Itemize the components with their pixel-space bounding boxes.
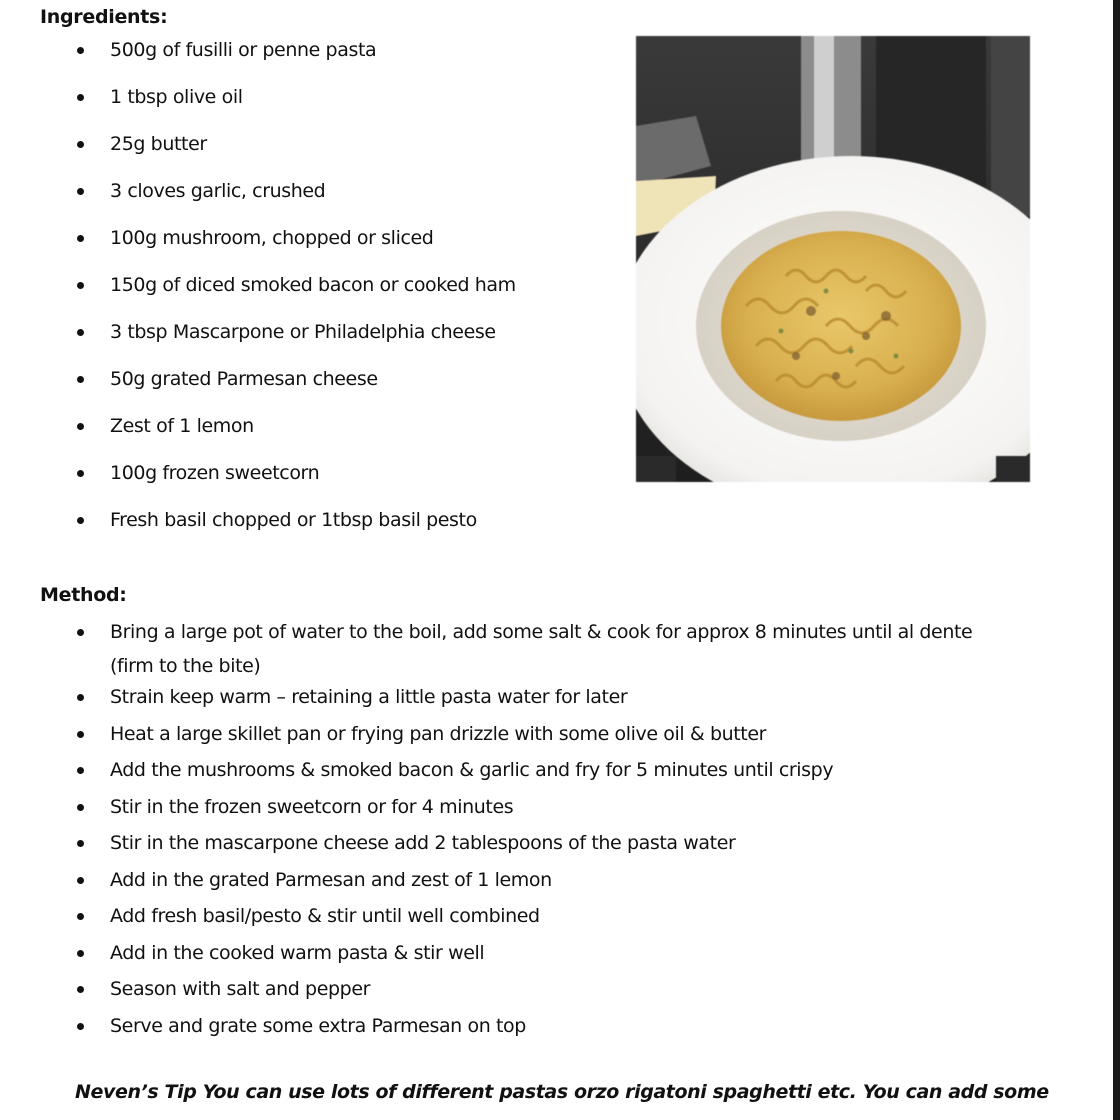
method-step-text: Serve and grate some extra Parmesan on top (110, 1014, 526, 1037)
bullet-icon (77, 517, 84, 524)
ingredient-item (0, 367, 620, 414)
ingredient-text: Zest of 1 lemon (110, 415, 254, 437)
ingredient-item (0, 508, 620, 555)
method-step (0, 977, 1040, 1001)
method-step (0, 904, 1040, 928)
ingredient-text: 3 cloves garlic, crushed (110, 180, 326, 202)
ingredient-item (0, 273, 620, 320)
method-step (0, 758, 1040, 782)
ingredient-item (0, 320, 620, 367)
bullet-icon (77, 840, 84, 847)
method-heading: Method: (40, 584, 127, 606)
bullet-icon (77, 731, 84, 738)
ingredients-list (0, 38, 620, 555)
ingredient-item (0, 38, 620, 85)
method-step-text: Stir in the mascarpone cheese add 2 tablespoons of the pasta water (110, 832, 736, 854)
page-edge-divider (1113, 0, 1120, 1120)
ingredient-item (0, 179, 620, 226)
bullet-icon (77, 94, 84, 101)
method-step-text: Add fresh basil/pesto & stir until well combined (110, 905, 540, 927)
method-step (0, 831, 1040, 855)
method-step-text: Heat a large skillet pan or frying pan drizzle with some olive oil & butter (110, 722, 767, 745)
chef-tip: Neven’s Tip You can use lots of different pastas orzo rigatoni spaghetti etc. You can add some (75, 1081, 1049, 1103)
bullet-icon (77, 470, 84, 477)
ingredient-item (0, 226, 620, 273)
method-step (0, 1014, 1040, 1038)
method-step (0, 941, 1040, 965)
pasta-photo (636, 36, 1030, 482)
bullet-icon (77, 1023, 84, 1030)
ingredient-text: 50g grated Parmesan cheese (110, 368, 378, 390)
ingredient-text: 150g of diced smoked bacon or cooked ham (110, 274, 516, 296)
method-step-text: Season with salt and pepper (110, 978, 371, 1000)
ingredient-text: 3 tbsp Mascarpone or Philadelphia cheese (110, 321, 496, 343)
bullet-icon (77, 877, 84, 884)
method-step-text: Bring a large pot of water to the boil, add some salt & cook for approx 8 minutes until al dente (firm to the bite) (110, 621, 973, 677)
method-step-text: Strain keep warm – retaining a little pasta water for later (110, 686, 628, 708)
ingredient-text: 100g frozen sweetcorn (110, 462, 320, 484)
bullet-icon (77, 986, 84, 993)
bullet-icon (77, 950, 84, 957)
method-step (0, 615, 1000, 683)
method-step-text: Add in the cooked warm pasta & stir well (110, 941, 485, 964)
ingredient-item (0, 461, 620, 508)
ingredient-item (0, 132, 620, 179)
ingredient-item (0, 414, 620, 461)
pasta-bowl-image (636, 36, 1030, 482)
ingredient-text: 100g mushroom, chopped or sliced (110, 227, 434, 249)
bullet-icon (77, 423, 84, 430)
bullet-icon (77, 329, 84, 336)
method-step-text: Stir in the frozen sweetcorn or for 4 minutes (110, 795, 514, 818)
ingredient-text: Fresh basil chopped or 1tbsp basil pesto (110, 509, 477, 531)
ingredient-text: 25g butter (110, 133, 207, 155)
bullet-icon (77, 235, 84, 242)
method-step-text: Add in the grated Parmesan and zest of 1 lemon (110, 868, 552, 891)
bullet-icon (77, 47, 84, 54)
method-step (0, 685, 1040, 709)
ingredients-heading: Ingredients: (40, 6, 168, 28)
method-step (0, 868, 1040, 892)
method-list (0, 615, 1040, 1050)
bullet-icon (77, 282, 84, 289)
bullet-icon (77, 376, 84, 383)
bullet-icon (77, 694, 84, 701)
ingredient-text: 500g of fusilli or penne pasta (110, 39, 377, 61)
ingredient-item (0, 85, 620, 132)
bullet-icon (77, 629, 84, 636)
bullet-icon (77, 804, 84, 811)
method-step (0, 795, 1040, 819)
ingredient-text: 1 tbsp olive oil (110, 86, 243, 108)
method-step-text: Add the mushrooms & smoked bacon & garlic and fry for 5 minutes until crispy (110, 759, 834, 781)
bullet-icon (77, 141, 84, 148)
bullet-icon (77, 913, 84, 920)
bullet-icon (77, 188, 84, 195)
bullet-icon (77, 767, 84, 774)
method-step (0, 722, 1040, 746)
